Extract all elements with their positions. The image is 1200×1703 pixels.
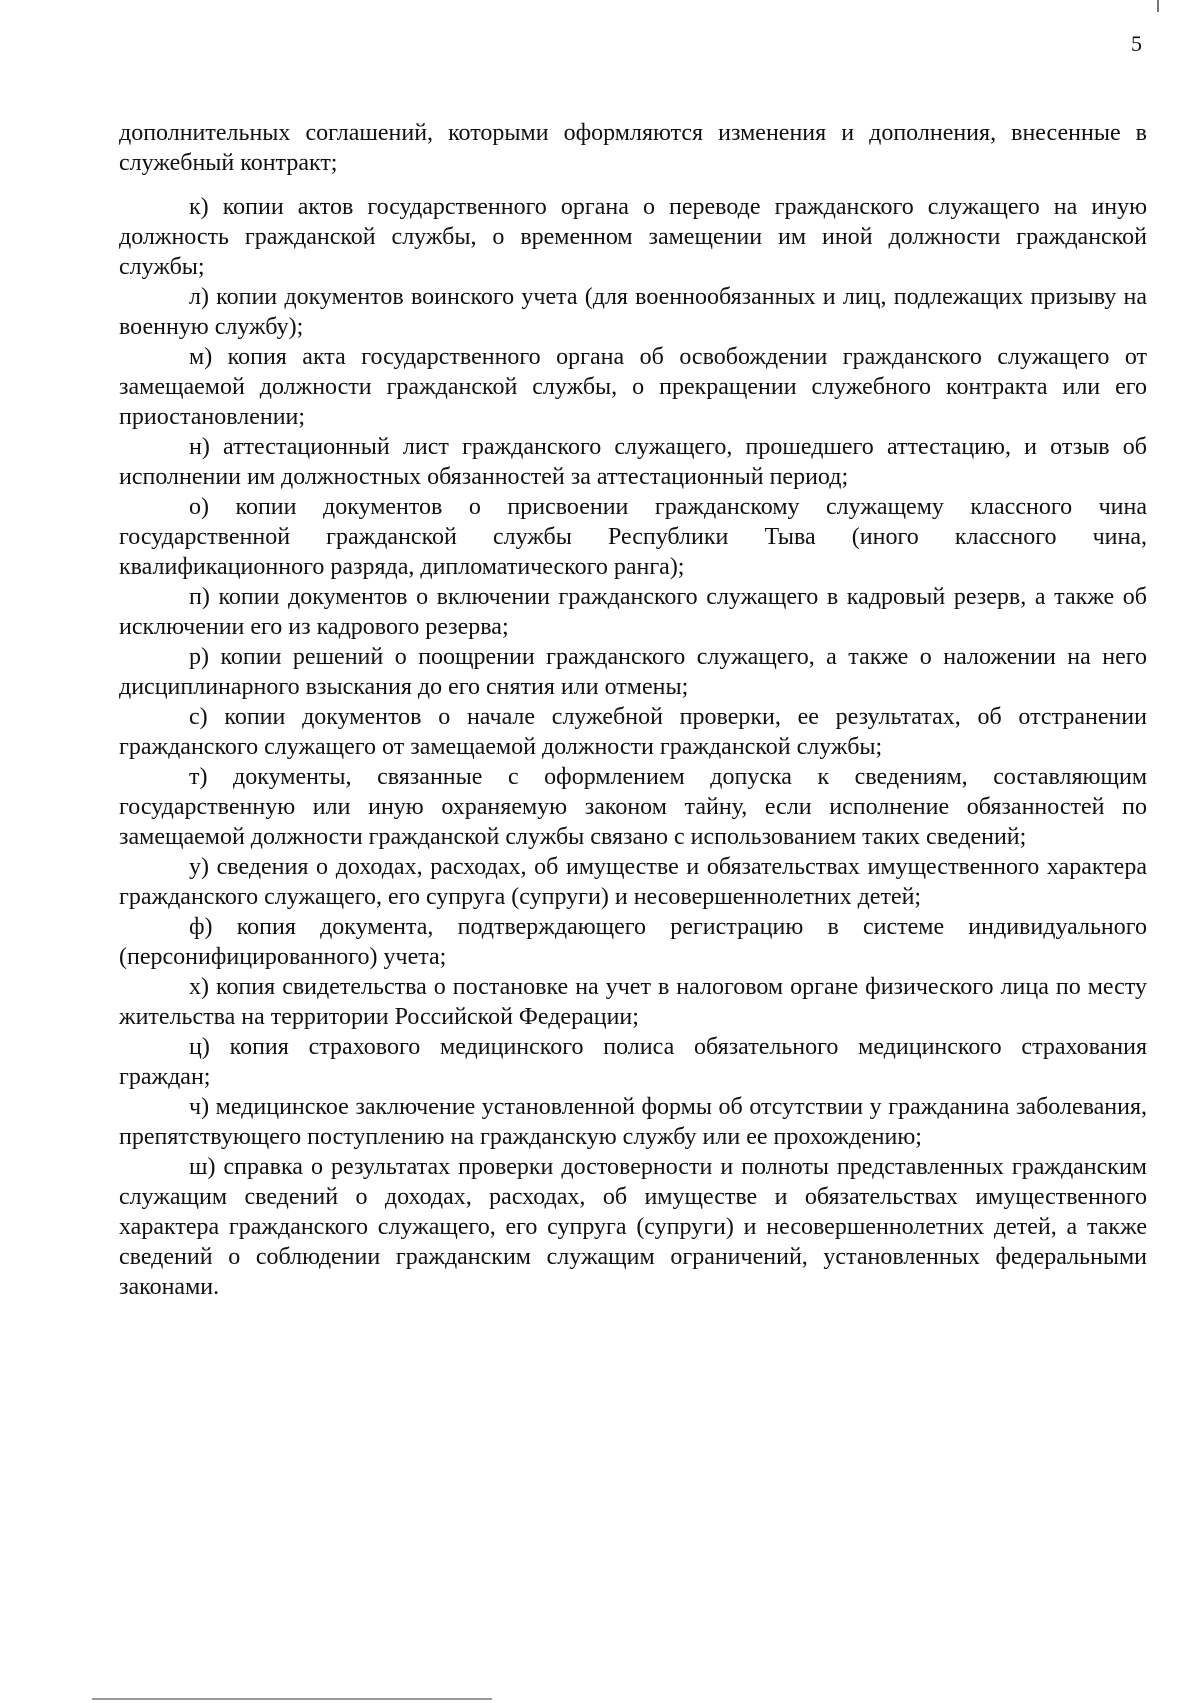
list-item-s: с) копии документов о начале служебной проверки, ее результатах, об отстранении гражданского служащего от замещаемой должности гражданской службы; <box>119 704 1147 760</box>
list-item-r: р) копии решений о поощрении гражданского служащего, а также о наложении на него дисциплинарного взыскания до его снятия или отмены; <box>119 644 1147 700</box>
list-item-n: н) аттестационный лист гражданского служащего, прошедшего аттестацию, и отзыв об исполнении им должностных обязанностей за аттестационный период; <box>119 434 1147 490</box>
list-item-ch: ч) медицинское заключение установленной формы об отсутствии у гражданина заболевания, препятствующего поступлению на гражданскую службу или ее прохождению; <box>119 1094 1147 1150</box>
list-item-sh: ш) справка о результатах проверки достоверности и полноты представленных гражданским служащим сведений о доходах, расходах, об имуществе и обязательствах имущественного характера гражданского служащего, его супруга (супруги) и несовершеннолетних детей, а также сведений о соблюдении гражданским служащим ограничений, установленных федеральными законами. <box>119 1154 1147 1300</box>
document-body <box>119 118 1147 1302</box>
scan-edge-line <box>92 1698 492 1700</box>
list-item-kh: х) копия свидетельства о постановке на учет в налоговом органе физического лица по месту жительства на территории Российской Федерации; <box>119 974 1147 1030</box>
list-item-k: к) копии актов государственного органа о переводе гражданского служащего на иную должность гражданской службы, о временном замещении им иной должности гражданской службы; <box>119 194 1147 280</box>
paragraph-continuation: дополнительных соглашений, которыми оформляются изменения и дополнения, внесенные в служебный контракт; <box>119 120 1147 176</box>
page-number: 5 <box>1131 31 1142 56</box>
list-item-o: о) копии документов о присвоении гражданскому служащему классного чина государственной гражданской службы Республики Тыва (иного классного чина, квалификационного разряда, дипломатического ранга); <box>119 494 1147 580</box>
list-item-p: п) копии документов о включении гражданского служащего в кадровый резерв, а также об исключении его из кадрового резерва; <box>119 584 1147 640</box>
list-item-t: т) документы, связанные с оформлением допуска к сведениям, составляющим государственную или иную охраняемую законом тайну, если исполнение обязанностей по замещаемой должности гражданской службы связано с использованием таких сведений; <box>119 764 1147 850</box>
list-item-m: м) копия акта государственного органа об освобождении гражданского служащего от замещаемой должности гражданской службы, о прекращении служебного контракта или его приостановлении; <box>119 344 1147 430</box>
list-item-u: у) сведения о доходах, расходах, об имуществе и обязательствах имущественного характера гражданского служащего, его супруга (супруги) и несовершеннолетних детей; <box>119 854 1147 910</box>
list-item-l: л) копии документов воинского учета (для военнообязанных и лиц, подлежащих призыву на военную службу); <box>119 284 1147 340</box>
scan-mark <box>1157 0 1159 12</box>
list-item-f: ф) копия документа, подтверждающего регистрацию в системе индивидуального (персонифицированного) учета; <box>119 914 1147 970</box>
list-item-ts: ц) копия страхового медицинского полиса обязательного медицинского страхования граждан; <box>119 1034 1147 1090</box>
